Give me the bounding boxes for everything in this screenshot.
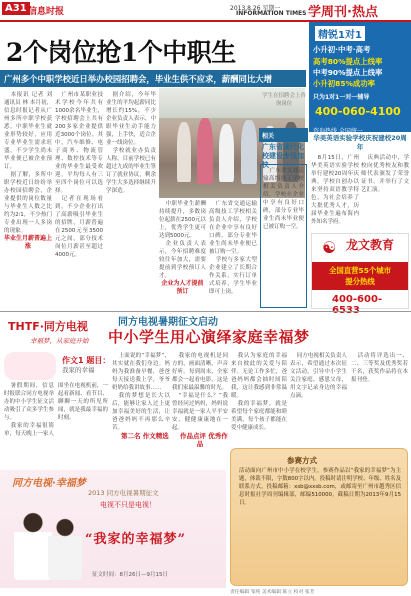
paragraph: 据介绍，今年毕业生的平均起薪同比增长约15%。不少企业负责人表示，中职毕业生动手能力强，上手快，适合企业一线岗位。 — [106, 92, 156, 146]
entry-label: 作文1 题目： — [62, 356, 111, 365]
tutoring-ad[interactable] — [309, 22, 411, 135]
paragraph: 记者在现场看到，不少企业打出了高薪吸引毕业生的招牌，月薪普遍在2500元至3500元之间，部分技术岗位月薪甚至超过4000元。 — [55, 196, 103, 258]
ad-line: 小升初85%成功率 — [313, 79, 376, 88]
paragraph: 活动将评选出一、二、三等奖及优秀奖若干名，获奖作品将在本报刊登。 — [351, 353, 408, 383]
promo-dates: 征文时间：8月26日—9月15日 — [92, 572, 168, 578]
divider — [0, 311, 411, 312]
section-heading: 企业为人才提前预订 — [161, 280, 204, 295]
article-column — [106, 91, 156, 309]
article-column — [209, 200, 257, 308]
essay-column — [4, 382, 108, 468]
section-heading: 第二名 作文精选 — [121, 432, 169, 440]
promo-logo: 同方电视·幸福梦 — [12, 478, 86, 489]
banner-title: 同方电视暑期征文启动 — [118, 317, 218, 328]
paper-name: INFORMATION TIMES — [236, 10, 307, 17]
promo-title: “我家的幸福梦” — [85, 532, 186, 547]
article-column — [55, 91, 103, 309]
related-title: 广东省现代化校建设步伐加快 — [262, 143, 304, 169]
ad-line: 小升初·中考·高考 — [313, 45, 371, 54]
ad-band: 全国直营55个城市 提分热线 — [312, 262, 408, 290]
ad-logo: 龙文教育 — [346, 238, 395, 252]
ad-line: 只为1对1一对一辅导 — [313, 94, 370, 101]
ad-hotline: 咨询热线 全国统一 — [313, 128, 363, 135]
dragon-icon: ☯ — [322, 238, 337, 257]
promo-line: 电视不只是电视！ — [100, 501, 156, 509]
paper-brand: 信息时报 — [28, 7, 65, 17]
related-box — [260, 164, 307, 308]
paragraph: 广东省交通运输高级技工学校相关负责人介绍，学校在企业中享有良好口碑，部分专业毕业生尚未毕业便已被订购一空。 — [263, 168, 304, 230]
entry-rules-scroll — [230, 448, 408, 586]
ad-line: 高考80%提点上线率 — [313, 57, 383, 66]
page-footer: 责任编辑 邹纯 美术编辑 陈立 校对 张芳 — [230, 590, 315, 595]
tv-brand-logo: THTF·同方电视 — [8, 320, 88, 333]
issue-date: 2013.8.26 星期一 — [230, 5, 281, 12]
essay-column — [290, 352, 408, 446]
child-figure — [14, 510, 52, 580]
ad-phone: 400-060-4100 — [315, 105, 401, 118]
paragraph: 学校与多家大型企业建立了长期合作关系，实行订单式培养，学生毕业即可上岗。 — [209, 257, 257, 295]
banner-slogan: 幸福梦，从家庭开始 — [30, 337, 89, 345]
rules-text: 活动面向广州市中小学在校学生，参赛作品以“我家的幸福梦”为主题，体裁不限，字数800字以内。投稿时请注明学校、年级、姓名及联系方式。投稿邮箱：xsb@xxsb.com，或邮寄至广州市越秀区信息时报社学周刊编辑部，邮编510000。截稿日期为2013年9月15日。 — [239, 468, 401, 506]
ad-brand: 精锐1对1 — [315, 26, 365, 41]
paragraph: 中职毕业生薪酬持续提升，多数岗位起薪在2500元以上，优秀学生更可达到5000元。 — [159, 201, 206, 239]
paragraph: 同方电视相关负责人表示，希望通过本次征文活动，引导中小学生关注家庭、感恩父母，用文字记录身边的幸福点滴。 — [290, 353, 347, 399]
ad-line: 中考90%提点上线率 — [313, 68, 383, 77]
rules-title: 参赛方式 — [287, 456, 317, 465]
paragraph: 企业负责人表示，今年招聘难度较往年加大，需要提前到学校预订人才。 — [159, 241, 206, 279]
page-header — [0, 0, 411, 22]
banner-subtitle: 中小学生用心演绎家庭幸福梦 — [108, 328, 310, 346]
promo-line: 2013 同方电视暑期征文 — [88, 489, 159, 497]
education-ad[interactable] — [311, 233, 409, 309]
paragraph: 广东省交通运输高级技工学校相关负责人介绍，学校在企业中享有良好口碑，部分专业毕业生尚未毕业便已被订购一空。 — [209, 201, 257, 255]
entry-title: 我家的幸福 — [62, 366, 95, 374]
paragraph: 我家的电视机是同方的，画面清晰，声音好听。每到周末，全家都会一起看电影，这是我们家最温馨的时光。 — [172, 353, 228, 391]
paragraph: 我的梦想是长大以后，能够让家人过上更加幸福美好的生活，让爸爸妈妈不再那么辛苦。 — [112, 393, 170, 431]
article-column — [159, 200, 206, 308]
subheadline: 广州多个中职学校近日举办校园招聘会，毕业生供不应求，薪酬同比大增 — [0, 70, 306, 87]
section-title: 学周刊·热点 — [308, 5, 378, 20]
paragraph: 据了解，多所中职学校近日纷纷举办校园招聘会，企业提供的岗位数量与毕业生人数之比约为2∶1，不少热门专业出现一人多岗的现象。 — [4, 172, 52, 234]
paragraph: 上面说的“幸福梦”，其实就在我们身边。妈妈为我准备早餐，爸爸每天接送我上学，爷爷奶奶给我讲故事…… — [112, 353, 170, 391]
headline: 2个岗位抢1个中职生 — [6, 38, 236, 67]
child-figure — [48, 516, 82, 580]
section-heading: 作品点评 优秀作品 — [180, 432, 228, 448]
paragraph: 广州市某职业技术学校今年共有1000余名毕业生，学校招聘会上共有200多家企业提供近3000个岗位。其中，汽车维修、电子商务、物流管理、数控技术等专业的毕业生最受欢迎，平均每人有三至四个岗位可以选择。 — [55, 92, 103, 194]
paragraph: “幸福是什么？”我曾经问过妈妈，妈妈说幸福就是一家人平平安安、健健康康地在一起。 — [172, 393, 228, 431]
paragraph: 本报讯 记者 刘 通讯员 林 本月初，信息时报记者从广州多所中职学校获悉，中职毕业生就业形势较好，应用专业毕业生需求旺盛，不少学生尚未毕业便已被企业预订。 — [4, 92, 52, 170]
girl-avatar — [4, 352, 56, 380]
section-heading: 毕业生月薪普遍上涨 — [4, 235, 52, 250]
article-column — [4, 91, 52, 309]
related-tag: 相关 — [259, 128, 308, 142]
paragraph: 8月15日，广州华美英语实验学校举行建校20周年庆典。学校自创办以来坚持双语教学特色，为社会培养了大批优秀人才，历届毕业生遍布海内外知名学府。 — [311, 155, 359, 225]
essay-column — [112, 352, 170, 468]
paragraph: 学校就业办负责人称，目前学校已有超过九成的毕业生签订了就业协议，剩余学生大多选择继续升学深造。 — [106, 148, 156, 194]
photo-caption: 学生在招聘会上咨询岗位 — [262, 93, 307, 107]
paragraph: 暑假期间，信息时报联合同方电视举办的中小学生征文活动吸引了众多学生参与。 — [4, 383, 54, 421]
article-column — [361, 154, 409, 232]
essay-column — [231, 352, 287, 446]
article-column — [311, 154, 359, 232]
essay-column — [172, 352, 228, 468]
right-article-title: 华美英语实验学校庆祝建校20周年 — [313, 134, 407, 151]
paragraph: 庆典活动中，学校向优秀校友和教师代表颁发了荣誉证书，并举行了文艺汇演。 — [361, 155, 409, 193]
feature-banner — [0, 313, 411, 349]
ad-phone: 400-600- — [332, 294, 383, 305]
paragraph: 我认为家庭的幸福来自彼此的关爱与陪伴。无论工作多忙，爸爸妈妈都会抽时间陪我，这让我感到非常温暖。 — [231, 353, 287, 399]
contest-promo[interactable] — [0, 470, 226, 588]
paragraph: 我的幸福梦，就是希望每个家庭都能和睦美满，每个孩子都能在爱中健康成长。 — [231, 401, 287, 431]
page-number: A31 — [2, 2, 30, 15]
paragraph: 我家的幸福很简单，每天晚上一家人围坐在电视机前，一起看新闻、看节目、聊聊一天的所见所闻，就是我最幸福的时刻。 — [4, 383, 108, 437]
